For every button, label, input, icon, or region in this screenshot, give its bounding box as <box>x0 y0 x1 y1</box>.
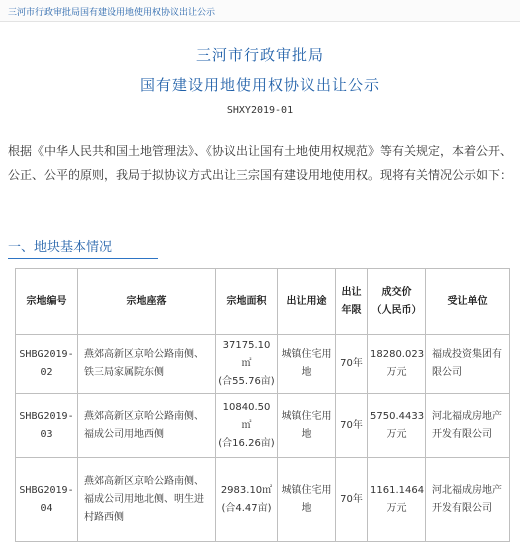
intro-paragraph: 根据《中华人民共和国土地管理法》、《协议出让国有土地使用权规范》等有关规定，本着公开、公正、公平的原则，我局于拟协议方式出让三宗国有建设用地使用权。现将有关情况公示如下： <box>8 144 513 182</box>
cell-area <box>216 335 278 394</box>
header-term <box>336 269 368 335</box>
cell-term: 70年 <box>336 335 368 394</box>
cell-code: SHBG2019-03 <box>16 394 78 458</box>
cell-code: SHBG2019-02 <box>16 335 78 394</box>
cell-price-unit: 万元 <box>386 502 407 514</box>
tab-title: 三河市行政审批局国有建设用地使用权协议出让公示 <box>8 8 216 18</box>
cell-area <box>216 394 278 458</box>
section-heading: 一、地块基本情况 <box>8 240 113 255</box>
cell-area-sqm: 10840.50㎡ <box>222 401 271 431</box>
cell-area <box>216 458 278 542</box>
header-usage: 出让用途 <box>278 269 336 335</box>
cell-price-unit: 万元 <box>386 367 407 378</box>
cell-price <box>368 394 426 458</box>
table-row <box>16 335 510 394</box>
cell-area-mu: (合4.47亩) <box>221 502 272 514</box>
page-topbar <box>0 0 520 22</box>
cell-area-sqm: 37175.10㎡ <box>222 340 271 369</box>
cell-location: 燕郊高新区京哈公路南侧、铁三局家属院东侧 <box>78 335 216 394</box>
header-price <box>368 269 426 335</box>
header-price-line1: 成交价 <box>381 286 412 298</box>
cell-price-value: 1161.1464 <box>370 484 425 496</box>
cell-buyer: 河北福成房地产开发有限公司 <box>426 458 510 542</box>
cell-price-unit: 万元 <box>386 428 407 440</box>
document-number: SHXY2019-01 <box>226 105 294 116</box>
cell-usage: 城镇住宅用地 <box>278 394 336 458</box>
table-header-row <box>16 269 510 335</box>
cell-buyer: 福成投资集团有限公司 <box>426 335 510 394</box>
header-term-line1: 出让 <box>341 286 362 298</box>
page-subtitle: 国有建设用地使用权协议出让公示 <box>139 76 380 94</box>
cell-location: 燕郊高新区京哈公路南侧、福成公司用地西侧 <box>78 394 216 458</box>
cell-price-value: 5750.4433 <box>370 410 425 422</box>
cell-term: 70年 <box>336 458 368 542</box>
header-buyer: 受让单位 <box>426 269 510 335</box>
cell-area-mu: (合55.76亩) <box>218 376 275 387</box>
section-underline <box>8 258 158 259</box>
page-title: 三河市行政审批局 <box>195 46 324 64</box>
cell-area-sqm: 2983.10㎡ <box>220 484 273 496</box>
cell-price <box>368 458 426 542</box>
cell-buyer: 河北福成房地产开发有限公司 <box>426 394 510 458</box>
header-location: 宗地座落 <box>78 269 216 335</box>
cell-usage: 城镇住宅用地 <box>278 458 336 542</box>
header-price-line2: （人民币） <box>371 304 422 316</box>
cell-usage: 城镇住宅用地 <box>278 335 336 394</box>
table-row <box>16 394 510 458</box>
cell-location: 燕郊高新区京哈公路南侧、福成公司用地北侧、明生进村路西侧 <box>78 458 216 542</box>
cell-area-mu: (合16.26亩) <box>218 437 275 449</box>
header-term-line2: 年限 <box>341 304 362 316</box>
land-parcel-table <box>15 268 510 542</box>
header-code: 宗地编号 <box>16 269 78 335</box>
table-row <box>16 458 510 542</box>
cell-price <box>368 335 426 394</box>
cell-price-value: 18280.023 <box>370 349 425 360</box>
cell-code: SHBG2019-04 <box>16 458 78 542</box>
header-area: 宗地面积 <box>216 269 278 335</box>
cell-term: 70年 <box>336 394 368 458</box>
